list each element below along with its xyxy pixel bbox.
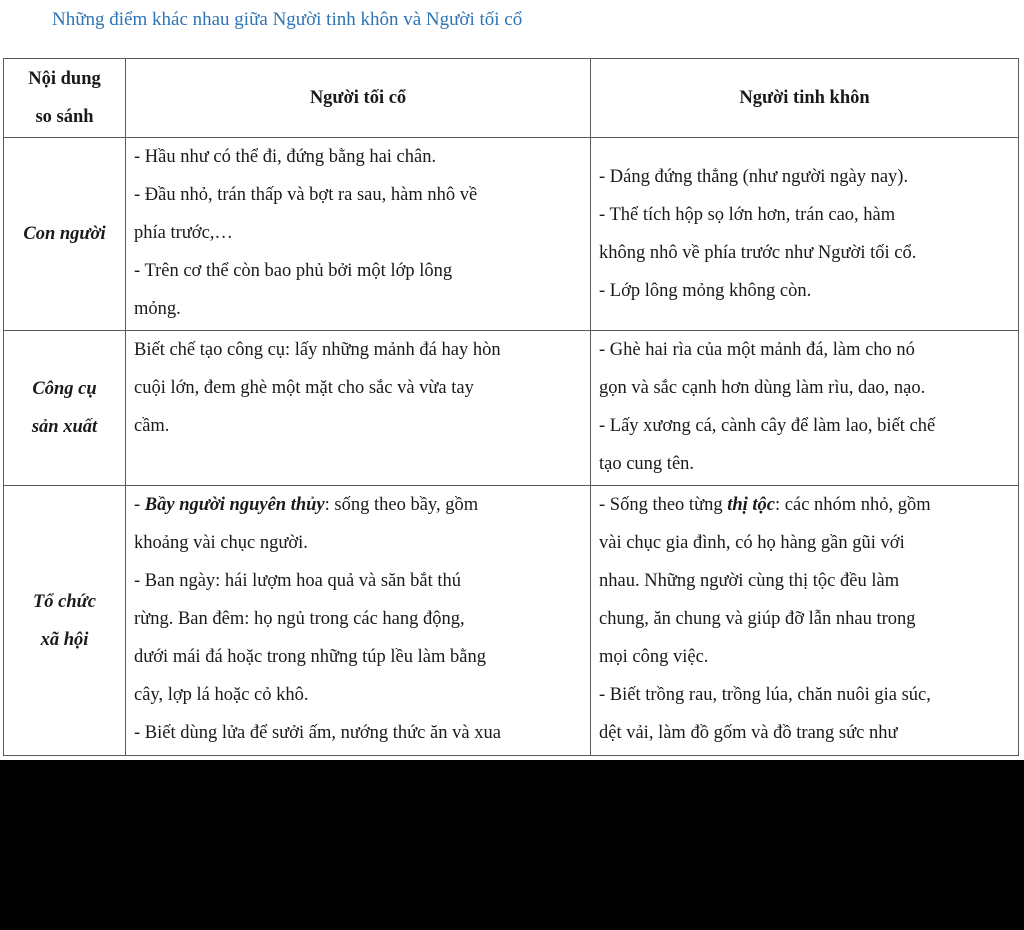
header-col1-line1: Nội dung <box>28 69 101 89</box>
text-line: gọn và sắc cạnh hơn dùng làm rìu, dao, nạo. <box>599 378 926 398</box>
text-line: - Ghè hai rìa của một mảnh đá, làm cho nó <box>599 340 915 360</box>
text-line: - Lấy xương cá, cành cây để làm lao, biết chế <box>599 416 936 436</box>
header-col1-line2: so sánh <box>35 107 94 127</box>
comparison-table <box>3 58 1019 756</box>
row-label-cong-cu <box>4 331 126 486</box>
text-line: dưới mái đá hoặc trong những túp lều làm bằng <box>134 647 486 667</box>
row-label-con-nguoi: Con người <box>4 138 126 331</box>
text-line: tạo cung tên. <box>599 454 695 474</box>
text-line: - Hầu như có thể đi, đứng bằng hai chân. <box>134 147 437 167</box>
text-line: - Ban ngày: hái lượm hoa quả và săn bắt thú <box>134 571 462 591</box>
text-line: - Trên cơ thể còn bao phủ bởi một lớp lông <box>134 261 453 281</box>
text-line: cuội lớn, đem ghè một mặt cho sắc và vừa tay <box>134 378 474 398</box>
header-nguoi-toi-co: Người tối cổ <box>126 59 591 138</box>
header-nguoi-tinh-khon: Người tinh khôn <box>591 59 1019 138</box>
row-label-to-chuc <box>4 486 126 756</box>
emphasized-term: Bầy người nguyên thủy <box>144 495 325 515</box>
text-line: - Biết trồng rau, trồng lúa, chăn nuôi gia súc, <box>599 685 931 705</box>
text-line: nhau. Những người cùng thị tộc đều làm <box>599 571 900 591</box>
cell-con-nguoi-tinh-khon <box>591 138 1019 331</box>
row-label-line2: xã hội <box>40 629 89 650</box>
text-rest: : các nhóm nhỏ, gồm <box>775 495 931 515</box>
text-line: vài chục gia đình, có họ hàng gần gũi với <box>599 533 905 553</box>
text-prefix: - <box>134 495 145 515</box>
cell-cong-cu-toi-co <box>126 331 591 486</box>
cell-con-nguoi-toi-co <box>126 138 591 331</box>
text-line: - Biết dùng lửa để sưởi ấm, nướng thức ăn và xua <box>134 723 501 743</box>
document-title: Những điểm khác nhau giữa Người tinh khôn và Người tối cổ <box>52 9 523 30</box>
row-label-line2: sản xuất <box>31 417 98 437</box>
header-comparison-content <box>4 59 126 138</box>
cell-to-chuc-tinh-khon <box>591 486 1019 756</box>
text-line: cầm. <box>134 416 170 436</box>
text-line: rừng. Ban đêm: họ ngủ trong các hang động, <box>134 609 465 629</box>
emphasized-term: thị tộc <box>727 495 776 515</box>
text-line: phía trước,… <box>134 223 233 243</box>
text-line: - Đầu nhỏ, trán thấp và bợt ra sau, hàm nhô về <box>134 185 478 205</box>
text-line: mỏng. <box>134 299 181 319</box>
table-row-con-nguoi <box>4 138 1019 331</box>
table-header-row <box>4 59 1019 138</box>
text-line-first <box>599 486 1016 524</box>
text-line: Biết chế tạo công cụ: lấy những mảnh đá hay hòn <box>134 340 501 360</box>
black-background-area <box>0 760 1024 930</box>
text-line: cây, lợp lá hoặc cỏ khô. <box>134 685 309 705</box>
text-line-first <box>134 486 586 524</box>
table-row-to-chuc <box>4 486 1019 756</box>
text-line: - Thể tích hộp sọ lớn hơn, trán cao, hàm <box>599 205 896 225</box>
text-line: - Dáng đứng thẳng (như người ngày nay). <box>599 167 909 187</box>
cell-cong-cu-tinh-khon <box>591 331 1019 486</box>
text-line: chung, ăn chung và giúp đỡ lẫn nhau trong <box>599 609 916 629</box>
row-label-line1: Tổ chức <box>33 591 96 612</box>
text-line: không nhô về phía trước như Người tối cổ. <box>599 243 917 263</box>
table-row-cong-cu <box>4 331 1019 486</box>
text-line: - Lớp lông mỏng không còn. <box>599 281 812 301</box>
text-line: mọi công việc. <box>599 647 709 667</box>
cell-to-chuc-toi-co <box>126 486 591 756</box>
text-line: khoảng vài chục người. <box>134 533 308 553</box>
row-label-line1: Công cụ <box>32 379 97 399</box>
text-rest: : sống theo bầy, gồm <box>324 495 479 515</box>
text-prefix: - Sống theo từng <box>599 495 728 515</box>
text-line: dệt vải, làm đồ gốm và đồ trang sức như <box>599 723 898 743</box>
